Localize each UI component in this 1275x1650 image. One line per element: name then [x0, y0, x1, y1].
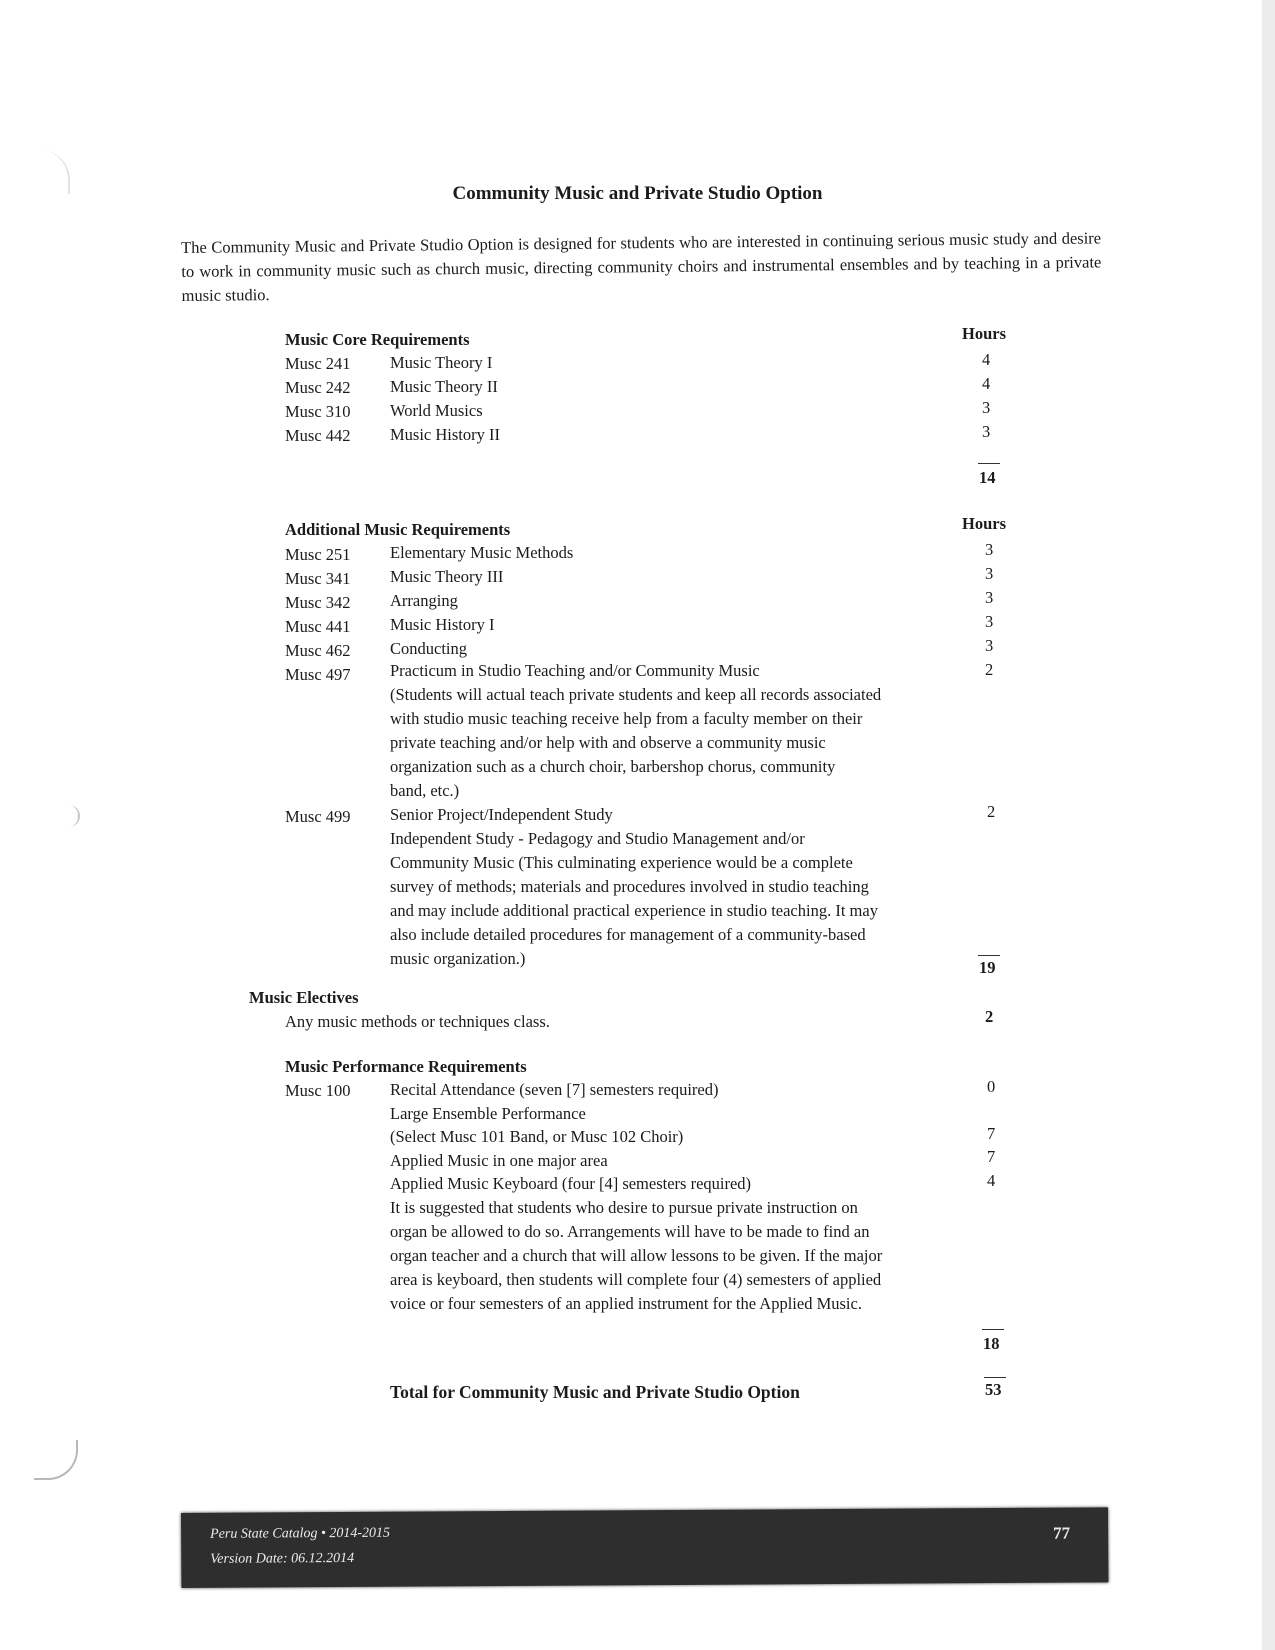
course-hours: 3	[985, 612, 994, 631]
electives-hours: 2	[985, 1007, 994, 1026]
course-code: Musc 242	[285, 378, 351, 397]
additional-total: 19	[979, 958, 996, 977]
performance-item: Applied Music Keyboard (four [4] semesters required)	[390, 1174, 752, 1193]
course-title: Arranging	[390, 591, 458, 610]
grand-total-value: 53	[985, 1380, 1002, 1399]
note-line: music organization.)	[390, 949, 526, 968]
core-heading: Music Core Requirements	[285, 330, 470, 349]
page-title: Community Music and Private Studio Option	[452, 183, 823, 204]
course-hours: 7	[987, 1147, 996, 1166]
course-hours: 3	[985, 564, 994, 583]
course-title: Music History I	[390, 615, 495, 634]
page-number: 77	[1053, 1523, 1071, 1543]
performance-item: (Select Musc 101 Band, or Musc 102 Choir)	[390, 1127, 684, 1146]
note-line: voice or four semesters of an applied instrument for the Applied Music.	[390, 1294, 862, 1313]
intro-paragraph: The Community Music and Private Studio Option is designed for students who are interested in continuing serious music study and desire to work in community music such as church music, directing community choirs and instrumental ensembles and by teaching in a private music studio.	[181, 228, 1102, 305]
note-line: with studio music teaching receive help from a faculty member on their	[390, 709, 863, 728]
course-code: Musc 497	[285, 665, 351, 684]
course-title: World Musics	[390, 401, 483, 420]
additional-heading: Additional Music Requirements	[285, 520, 511, 539]
note-line: band, etc.)	[390, 781, 460, 800]
course-hours: 4	[987, 1171, 996, 1190]
course-title: Senior Project/Independent Study	[390, 805, 613, 824]
course-hours: 3	[985, 588, 994, 607]
core-hours-label: Hours	[962, 324, 1007, 343]
course-code: Musc 341	[285, 569, 351, 588]
course-code: Musc 462	[285, 641, 351, 660]
performance-total: 18	[983, 1334, 1000, 1353]
performance-heading: Music Performance Requirements	[285, 1057, 527, 1076]
scan-mark	[34, 1440, 78, 1480]
course-hours: 3	[985, 540, 994, 559]
grand-total-label: Total for Community Music and Private Studio Option	[390, 1382, 800, 1402]
course-title: Conducting	[390, 639, 467, 658]
electives-text: Any music methods or techniques class.	[285, 1012, 550, 1031]
course-title: Music Theory II	[390, 377, 498, 396]
course-hours: 4	[982, 350, 991, 369]
course-code: Musc 442	[285, 426, 351, 445]
performance-item: Recital Attendance (seven [7] semesters required)	[390, 1080, 719, 1099]
subtotal-rule	[978, 955, 1000, 956]
subtotal-rule	[982, 1329, 1004, 1330]
note-line: survey of methods; materials and procedures involved in studio teaching	[390, 877, 869, 896]
course-title: Practicum in Studio Teaching and/or Community Music	[390, 661, 760, 680]
footer-catalog: Peru State Catalog • 2014-2015	[210, 1525, 391, 1542]
course-hours: 0	[987, 1077, 996, 1096]
note-line: area is keyboard, then students will complete four (4) semesters of applied	[390, 1270, 882, 1289]
additional-hours-label: Hours	[962, 514, 1007, 533]
course-code: Musc 310	[285, 402, 351, 421]
note-line: Community Music (This culminating experience would be a complete	[390, 853, 853, 872]
course-title: Music Theory I	[390, 353, 493, 372]
course-code: Musc 241	[285, 354, 351, 373]
note-line: (Students will actual teach private students and keep all records associated	[390, 685, 882, 704]
note-line: organ teacher and a church that will allow lessons to be given. If the major	[390, 1246, 883, 1265]
note-line: and may include additional practical experience in studio teaching. It may	[390, 901, 878, 920]
scan-edge	[1262, 0, 1275, 1650]
course-hours: 3	[982, 422, 991, 441]
course-code: Musc 251	[285, 545, 351, 564]
page-footer	[181, 1507, 1108, 1588]
course-code: Musc 441	[285, 617, 351, 636]
scan-mark	[68, 805, 80, 827]
footer-version: Version Date: 06.12.2014	[210, 1550, 355, 1567]
course-hours: 3	[985, 636, 994, 655]
subtotal-rule	[984, 1377, 1006, 1378]
course-code: Musc 499	[285, 807, 351, 826]
note-line: organization such as a church choir, barbershop chorus, community	[390, 757, 836, 776]
course-code: Musc 342	[285, 593, 351, 612]
note-line: It is suggested that students who desire to pursue private instruction on	[390, 1198, 858, 1217]
performance-item: Applied Music in one major area	[390, 1151, 608, 1170]
core-total: 14	[979, 468, 996, 487]
course-hours: 4	[982, 374, 991, 393]
note-line: Independent Study - Pedagogy and Studio Management and/or	[390, 829, 805, 848]
note-line: organ be allowed to do so. Arrangements will have to be made to find an	[390, 1222, 870, 1241]
course-code: Musc 100	[285, 1081, 351, 1100]
course-title: Music History II	[390, 425, 500, 444]
course-title: Music Theory III	[390, 567, 504, 586]
note-line: private teaching and/or help with and observe a community music	[390, 733, 826, 752]
course-hours: 3	[982, 398, 991, 417]
subtotal-rule	[978, 463, 1000, 464]
course-hours: 2	[985, 660, 994, 679]
note-line: also include detailed procedures for management of a community-based	[390, 925, 866, 944]
performance-item: Large Ensemble Performance	[390, 1104, 586, 1123]
course-title: Elementary Music Methods	[390, 543, 574, 562]
electives-heading: Music Electives	[249, 988, 359, 1007]
course-hours: 2	[987, 802, 996, 821]
course-hours: 7	[987, 1124, 996, 1143]
